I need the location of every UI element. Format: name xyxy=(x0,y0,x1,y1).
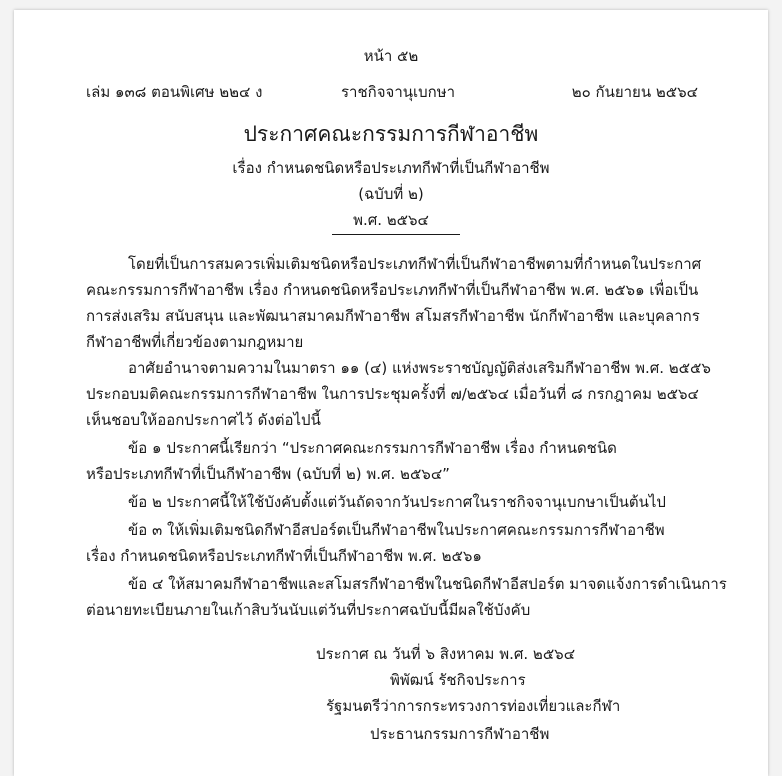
body-line: ต่อนายทะเบียนภายในเก้าสิบวันนับแต่วันที่ประกาศฉบับนี้มีผลใช้บังคับ xyxy=(86,601,531,619)
page-number: หน้า ๕๒ xyxy=(363,47,419,65)
volume-info: เล่ม ๑๓๘ ตอนพิเศษ ๒๒๔ ง xyxy=(86,83,263,101)
clause-2: ข้อ ๒ ประกาศนี้ให้ใช้บังคับตั้งแต่วันถัดจากวันประกาศในราชกิจจานุเบกษาเป็นต้นไป xyxy=(128,493,666,511)
signatory-title: ประธานกรรมการกีฬาอาชีพ xyxy=(370,725,550,743)
body-line: คณะกรรมการกีฬาอาชีพ เรื่อง กำหนดชนิดหรือประเภทกีฬาที่เป็นกีฬาอาชีพ พ.ศ. ๒๕๖๑ เพื่อเป็น xyxy=(86,281,699,299)
document-subject: เรื่อง กำหนดชนิดหรือประเภทกีฬาที่เป็นกีฬาอาชีพ xyxy=(232,159,550,177)
document-edition: (ฉบับที่ ๒) xyxy=(358,185,424,203)
body-line: การส่งเสริม สนับสนุน และพัฒนาสมาคมกีฬาอาชีพ สโมสรกีฬาอาชีพ นักกีฬาอาชีพ และบุคลากร xyxy=(86,307,700,325)
body-line: อาศัยอำนาจตามความในมาตรา ๑๑ (๔) แห่งพระราชบัญญัติส่งเสริมกีฬาอาชีพ พ.ศ. ๒๕๕๖ xyxy=(128,359,711,377)
body-line: กีฬาอาชีพที่เกี่ยวข้องตามกฎหมาย xyxy=(86,333,304,351)
clause-4: ข้อ ๔ ให้สมาคมกีฬาอาชีพและสโมสรกีฬาอาชีพในชนิดกีฬาอีสปอร์ต มาจดแจ้งการดำเนินการ xyxy=(128,575,727,593)
gazette-name: ราชกิจจานุเบกษา xyxy=(341,83,456,101)
signatory-position: รัฐมนตรีว่าการกระทรวงการท่องเที่ยวและกีฬา xyxy=(326,697,621,715)
announcement-date: ประกาศ ณ วันที่ ๖ สิงหาคม พ.ศ. ๒๕๖๔ xyxy=(316,645,576,663)
document-year: พ.ศ. ๒๕๖๔ xyxy=(353,211,429,229)
clause-3: ข้อ ๓ ให้เพิ่มเติมชนิดกีฬาอีสปอร์ตเป็นกีฬาอาชีพในประกาศคณะกรรมการกีฬาอาชีพ xyxy=(128,521,665,539)
document-title: ประกาศคณะกรรมการกีฬาอาชีพ xyxy=(243,122,539,146)
body-line: โดยที่เป็นการสมควรเพิ่มเติมชนิดหรือประเภทกีฬาที่เป็นกีฬาอาชีพตามที่กำหนดในประกาศ xyxy=(128,255,702,273)
clause-1: ข้อ ๑ ประกาศนี้เรียกว่า “ประกาศคณะกรรมการกีฬาอาชีพ เรื่อง กำหนดชนิด xyxy=(128,439,617,457)
document-page xyxy=(14,10,768,776)
body-line: เห็นชอบให้ออกประกาศไว้ ดังต่อไปนี้ xyxy=(86,411,321,429)
body-line: เรื่อง กำหนดชนิดหรือประเภทกีฬาที่เป็นกีฬาอาชีพ พ.ศ. ๒๕๖๑ xyxy=(86,547,482,565)
body-line: หรือประเภทกีฬาที่เป็นกีฬาอาชีพ (ฉบับที่ ๒) พ.ศ. ๒๕๖๔” xyxy=(86,465,450,483)
title-divider xyxy=(332,234,460,235)
body-line: ประกอบมติคณะกรรมการกีฬาอาชีพ ในการประชุมครั้งที่ ๗/๒๕๖๔ เมื่อวันที่ ๘ กรกฎาคม ๒๕๖๔ xyxy=(86,385,699,403)
publish-date: ๒๐ กันยายน ๒๕๖๔ xyxy=(571,83,698,101)
signatory-name: พิพัฒน์ รัชกิจประการ xyxy=(390,671,526,689)
